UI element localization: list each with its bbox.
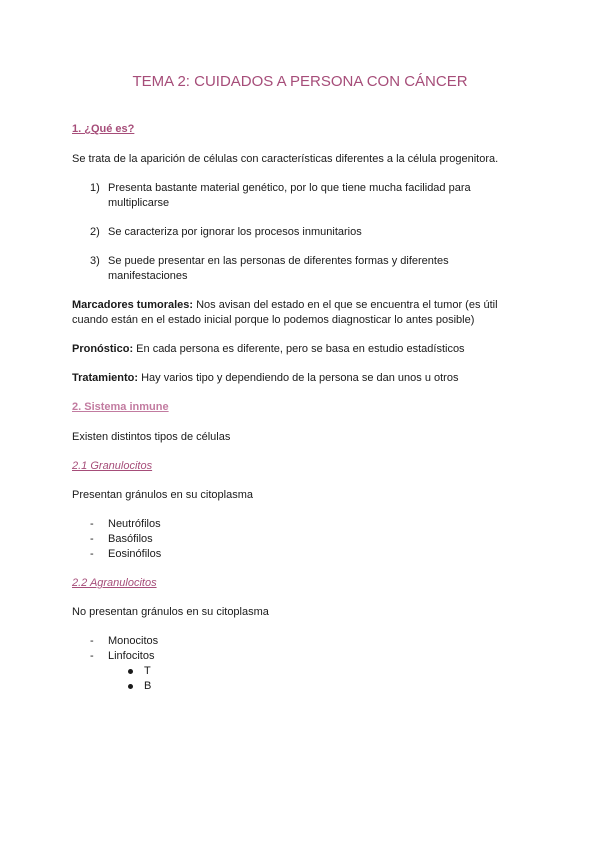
paragraph-pronostico	[72, 342, 528, 357]
list-number-2: 2)	[90, 226, 100, 238]
section-heading-que-es: 1. ¿Qué es?	[72, 123, 135, 135]
dash-marker: -	[90, 548, 94, 560]
section2-intro: Existen distintos tipos de células	[72, 431, 231, 443]
list-item-eosinofilos: Eosinófilos	[108, 548, 162, 560]
bullet-icon	[128, 684, 133, 689]
list-item-3: Se puede presentar en las personas de diferentes formas y diferentes manifestaciones	[108, 255, 449, 282]
dash-marker: -	[90, 650, 94, 662]
list-item-linfocitos: Linfocitos	[108, 650, 155, 662]
section1-intro: Se trata de la aparición de células con características diferentes a la célula progenitora.	[72, 153, 499, 165]
marcadores-text: Nos avisan del estado en el que se encuentra el tumor (es útil cuando están en el estado inicial porque lo podemos diagnosticar lo antes posible)	[72, 299, 498, 326]
dash-marker: -	[90, 533, 94, 545]
list-item-neutrofilos: Neutrófilos	[108, 518, 161, 530]
pronostico-text: En cada persona es diferente, pero se basa en estudio estadísticos	[133, 343, 465, 355]
document-title: TEMA 2: CUIDADOS A PERSONA CON CÁNCER	[132, 73, 468, 90]
list-item-1: Presenta bastante material genético, por lo que tiene mucha facilidad para multiplicarse	[108, 182, 471, 209]
list-number-3: 3)	[90, 255, 100, 267]
paragraph-marcadores	[72, 298, 530, 328]
list-item-monocitos: Monocitos	[108, 635, 159, 647]
tratamiento-label: Tratamiento:	[72, 372, 139, 384]
section-heading-sistema-inmune: 2. Sistema inmune	[72, 401, 169, 413]
list-item-linfocito-b: B	[144, 680, 152, 692]
paragraph-tratamiento	[72, 371, 528, 386]
list-item-basofilos: Basófilos	[108, 533, 153, 545]
bullet-icon	[128, 669, 133, 674]
marcadores-label: Marcadores tumorales:	[72, 299, 194, 311]
tratamiento-text: Hay varios tipo y dependiendo de la persona se dan unos u otros	[138, 372, 459, 384]
pronostico-label: Pronóstico:	[72, 343, 134, 355]
agranulocitos-intro: No presentan gránulos en su citoplasma	[72, 606, 269, 618]
granulocitos-intro: Presentan gránulos en su citoplasma	[72, 489, 253, 501]
list-item-2: Se caracteriza por ignorar los procesos inmunitarios	[108, 226, 362, 238]
dash-marker: -	[90, 635, 94, 647]
subsection-heading-agranulocitos: 2.2 Agranulocitos	[72, 577, 157, 589]
list-number-1: 1)	[90, 182, 100, 194]
subsection-heading-granulocitos: 2.1 Granulocitos	[72, 460, 153, 472]
dash-marker: -	[90, 518, 94, 530]
list-item-linfocito-t: T	[144, 665, 151, 677]
